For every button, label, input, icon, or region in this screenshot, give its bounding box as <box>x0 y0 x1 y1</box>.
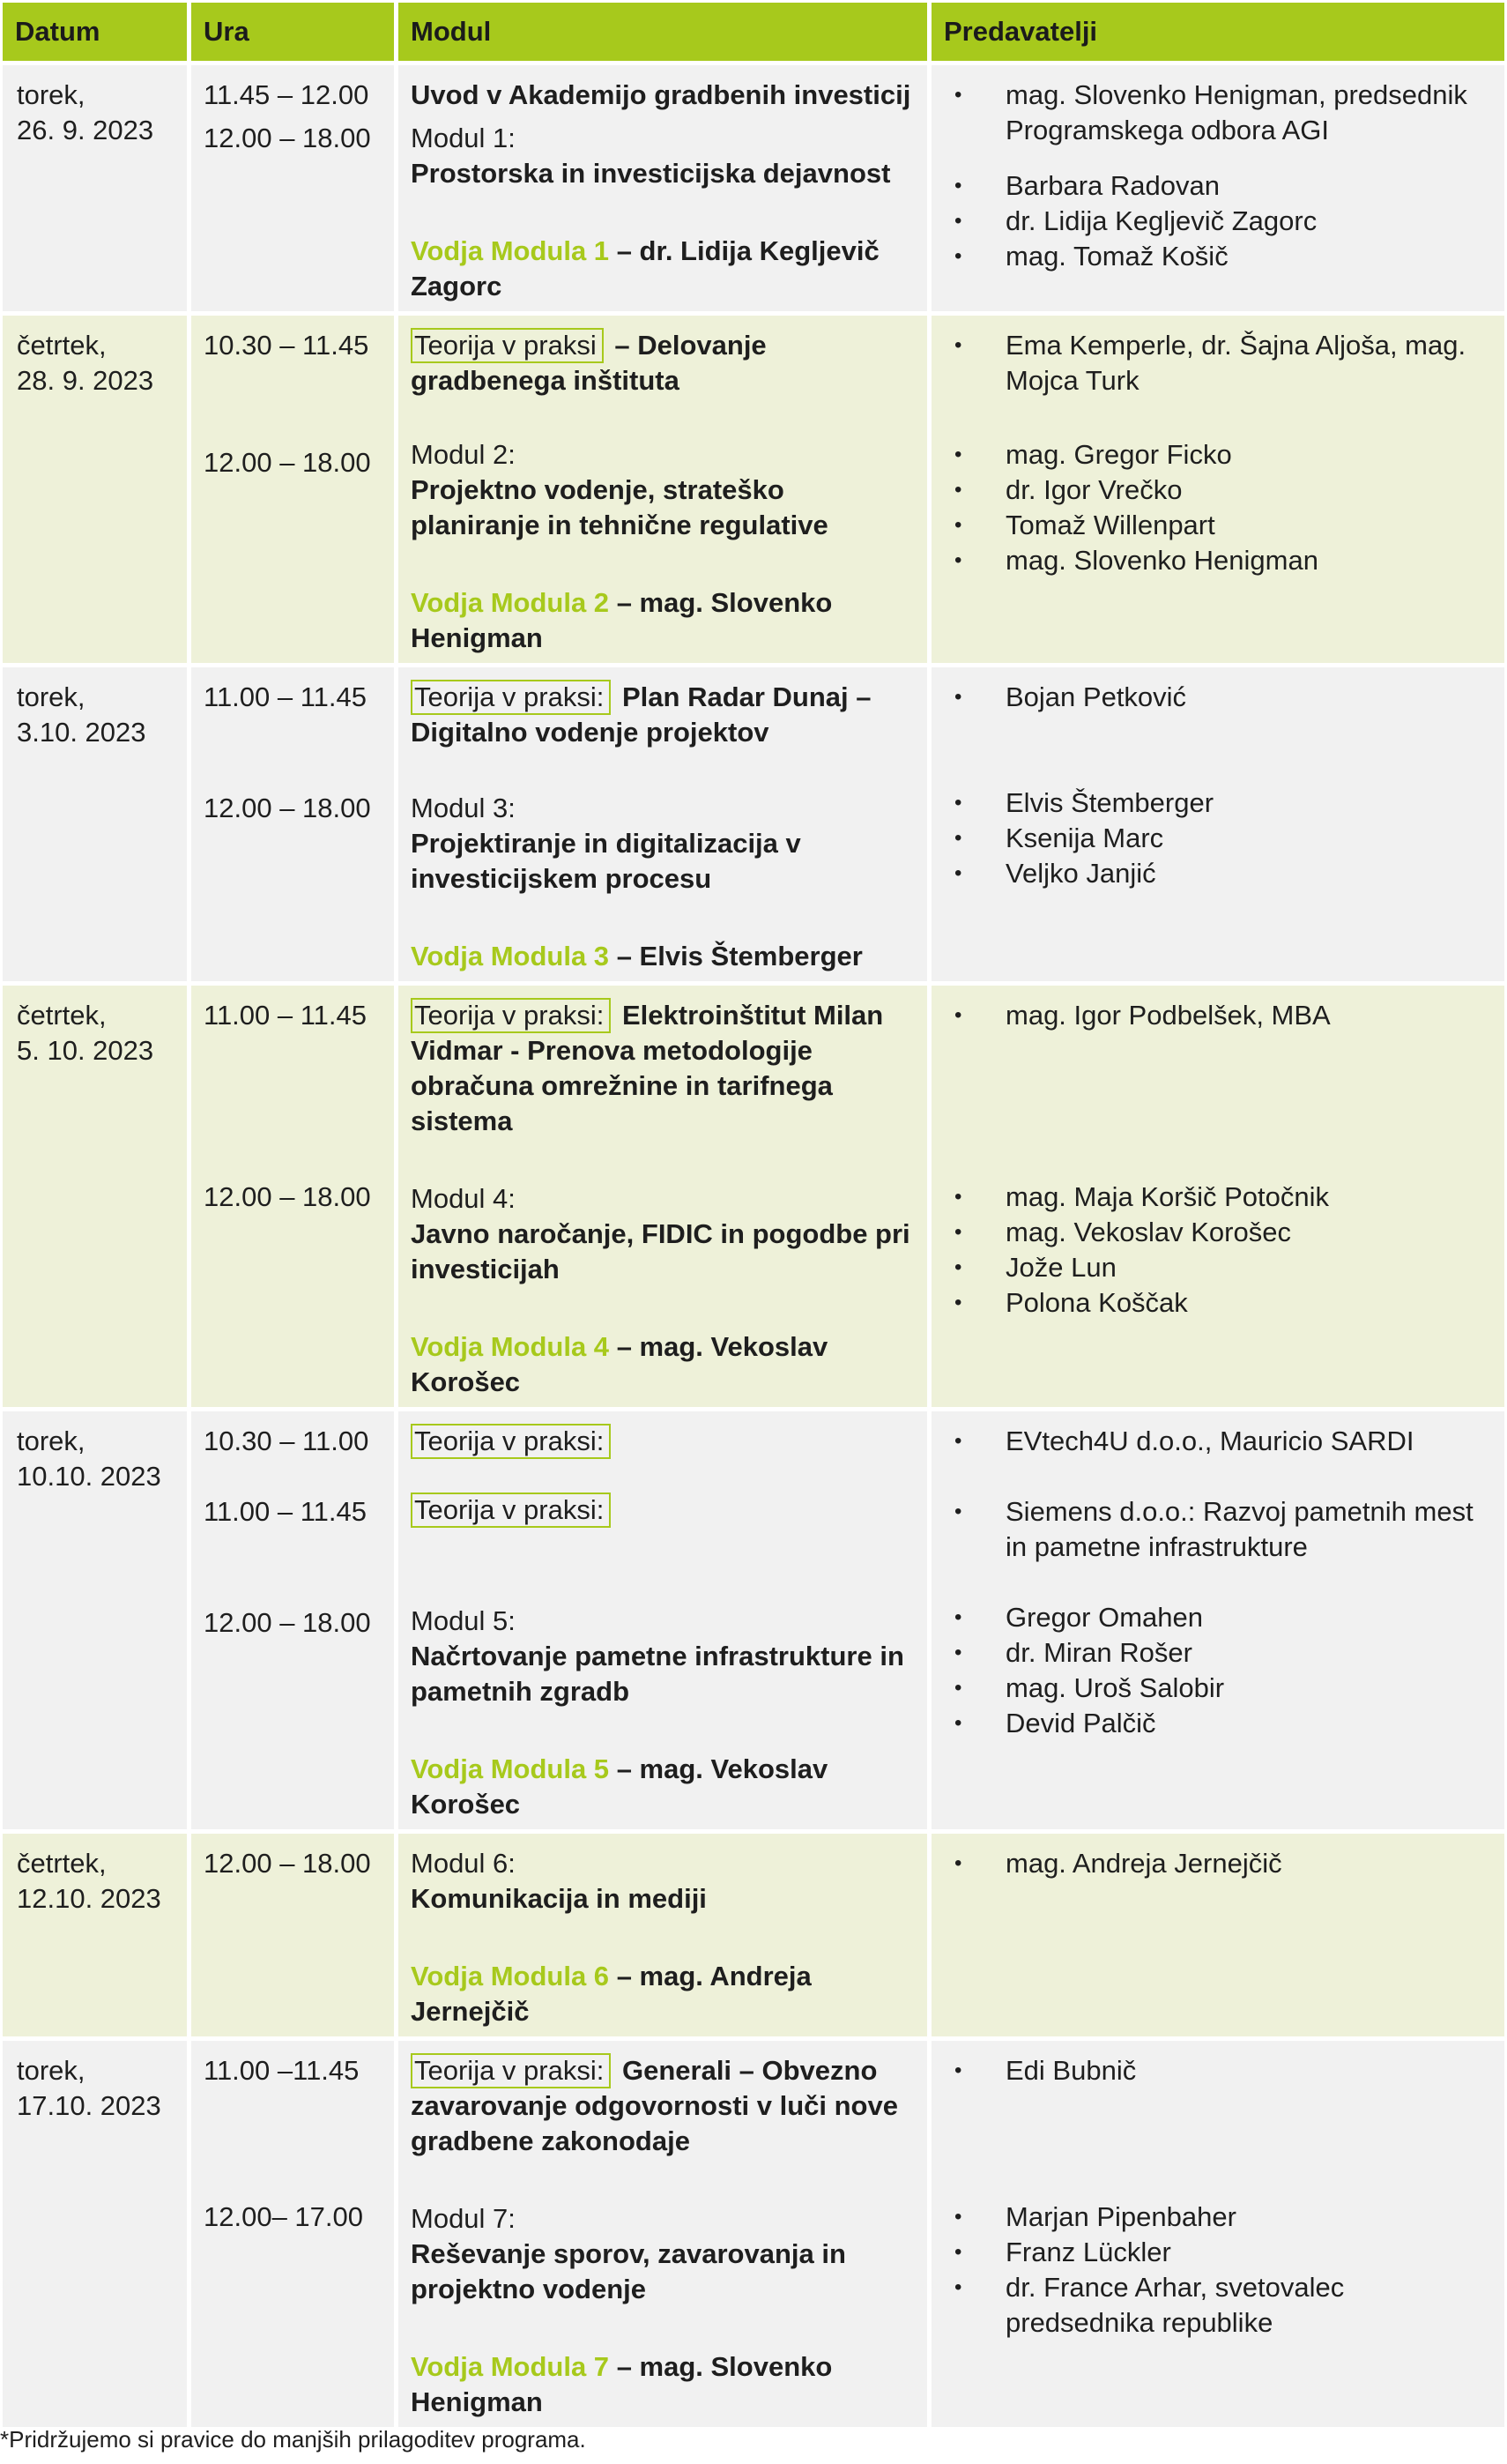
module-lead-label: Vodja Modula 2 <box>411 587 610 618</box>
lecturer-item: • Edi Bubnič <box>944 2053 1492 2088</box>
time-slot: 12.00 – 18.00 <box>204 1848 371 1879</box>
lecturer-item: • dr. Lidija Kegljevič Zagorc <box>944 204 1492 239</box>
lecturer-item: • dr. Miran Rošer <box>944 1635 1492 1671</box>
lecturer-item: • Tomaž Willenpart <box>944 508 1492 543</box>
lecturers-cell <box>932 65 1504 311</box>
lecturer-item: • EVtech4U d.o.o., Mauricio SARDI <box>944 1424 1492 1459</box>
lecturer-item: • mag. Vekoslav Korošec <box>944 1215 1492 1250</box>
theory-topic: – Delovanje gradbenega inštituta <box>411 330 767 396</box>
lecturers-cell <box>932 316 1504 663</box>
theory-topic: Elektroinštitut Milan Vidmar - Prenova metodologije obračuna omrežnine in tarifnega sistema <box>411 1000 884 1136</box>
lecturer-item: • mag. Gregor Ficko <box>944 437 1492 473</box>
table-row <box>3 1411 1504 1829</box>
time-slot: 12.00– 17.00 <box>204 2201 364 2232</box>
lecturer-list <box>944 680 1492 715</box>
date-cell <box>3 2041 187 2427</box>
time-cell <box>191 1411 394 1829</box>
theory-topic: Plan Radar Dunaj – Digitalno vodenje projektov <box>411 681 872 748</box>
table-row <box>3 65 1504 311</box>
lecturer-item: • mag. Tomaž Košič <box>944 239 1492 274</box>
module-label: Modul 5: <box>411 1605 516 1636</box>
lecturer-item: • Gregor Omahen <box>944 1600 1492 1635</box>
module-lead-label: Vodja Modula 4 <box>411 1331 610 1362</box>
lecturer-item: • Polona Koščak <box>944 1285 1492 1321</box>
weekday: četrtek, <box>17 330 107 361</box>
time-slot: 11.00 – 11.45 <box>204 681 367 712</box>
module-label: Modul 6: <box>411 1848 516 1879</box>
time-slot: 11.00 –11.45 <box>204 2055 360 2086</box>
module-lead-name: – mag. Slovenko Henigman <box>411 587 833 653</box>
module-lead-label: Vodja Modula 5 <box>411 1753 610 1784</box>
date-cell <box>3 316 187 663</box>
date-cell <box>3 667 187 981</box>
header-time: Ura <box>191 3 394 61</box>
date: 5. 10. 2023 <box>17 1035 154 1066</box>
lecturer-list <box>944 1424 1492 1459</box>
lecturer-item: • mag. Uroš Salobir <box>944 1671 1492 1706</box>
theory-in-practice-tag: Teorija v praksi: <box>411 998 611 1033</box>
lecturer-list <box>944 437 1492 578</box>
module-title: Reševanje sporov, zavarovanja in projektno vodenje <box>411 2238 846 2304</box>
table-row <box>3 2041 1504 2427</box>
time-slot: 12.00 – 18.00 <box>204 1607 371 1638</box>
lecturer-list <box>944 785 1492 891</box>
lecturer-item: • dr. Igor Vrečko <box>944 473 1492 508</box>
time-slot: 11.00 – 11.45 <box>204 1000 367 1031</box>
lecturer-item: • Marjan Pipenbaher <box>944 2200 1492 2235</box>
date: 17.10. 2023 <box>17 2090 161 2121</box>
module-lead-name: – mag. Andreja Jernejčič <box>411 1961 812 2027</box>
lecturer-item: • Bojan Petković <box>944 680 1492 715</box>
date: 3.10. 2023 <box>17 717 146 748</box>
time-slot: 12.00 – 18.00 <box>204 793 371 823</box>
theory-in-practice-tag: Teorija v praksi: <box>411 1424 611 1459</box>
time-slot: 10.30 – 11.45 <box>204 330 369 361</box>
table-row <box>3 986 1504 1407</box>
module-title: Projektiranje in digitalizacija v investicijskem procesu <box>411 828 801 894</box>
module-title: Prostorska in investicijska dejavnost <box>411 158 891 189</box>
lecturer-item: • mag. Slovenko Henigman <box>944 543 1492 578</box>
module-cell <box>398 65 927 311</box>
time-cell <box>191 667 394 981</box>
module-lead-name: – mag. Vekoslav Korošec <box>411 1753 828 1820</box>
date: 26. 9. 2023 <box>17 115 154 145</box>
weekday: četrtek, <box>17 1848 107 1879</box>
intro-title: Uvod v Akademijo gradbenih investicij <box>411 79 911 110</box>
header-row <box>3 3 1504 61</box>
date: 12.10. 2023 <box>17 1883 161 1914</box>
module-title: Načrtovanje pametne infrastrukture in pametnih zgradb <box>411 1641 904 1707</box>
module-cell <box>398 2041 927 2427</box>
weekday: torek, <box>17 681 85 712</box>
lecturer-item: • Devid Palčič <box>944 1706 1492 1741</box>
footnote: *Pridržujemo si pravice do manjših prilagoditev programa. <box>0 2426 586 2453</box>
module-lead-name: – mag. Vekoslav Korošec <box>411 1331 828 1397</box>
lecturer-list <box>944 1180 1492 1321</box>
time-cell <box>191 65 394 311</box>
weekday: torek, <box>17 79 85 110</box>
date-cell <box>3 65 187 311</box>
lecturer-list <box>944 168 1492 274</box>
header-module: Modul <box>398 3 927 61</box>
module-lead-label: Vodja Modula 7 <box>411 2351 610 2382</box>
theory-topic: Generali – Obvezno zavarovanje odgovornosti v luči nove gradbene zakonodaje <box>411 2055 898 2156</box>
table-row <box>3 667 1504 981</box>
weekday: torek, <box>17 2055 85 2086</box>
lecturer-item: • mag. Andreja Jernejčič <box>944 1846 1492 1881</box>
theory-in-practice-tag: Teorija v praksi <box>411 328 604 363</box>
lecturer-list <box>944 1494 1492 1565</box>
time-cell <box>191 316 394 663</box>
lecturer-item: • Ema Kemperle, dr. Šajna Aljoša, mag. Mojca Turk <box>944 328 1492 398</box>
date: 28. 9. 2023 <box>17 365 154 396</box>
module-cell <box>398 667 927 981</box>
lecturer-list <box>944 1846 1492 1881</box>
time-slot: 11.45 – 12.00 <box>204 79 369 110</box>
lecturer-list <box>944 78 1492 148</box>
lecturer-item: • dr. France Arhar, svetovalec predsednika republike <box>944 2270 1492 2341</box>
theory-in-practice-tag: Teorija v praksi: <box>411 1493 611 1528</box>
time-cell <box>191 1834 394 2036</box>
module-cell <box>398 1411 927 1829</box>
module-label: Modul 3: <box>411 793 516 823</box>
lecturer-list <box>944 2053 1492 2088</box>
time-cell <box>191 2041 394 2427</box>
time-slot: 12.00 – 18.00 <box>204 123 371 153</box>
lecturer-item: • Siemens d.o.o.: Razvoj pametnih mest in pametne infrastrukture <box>944 1494 1492 1565</box>
lecturers-cell <box>932 2041 1504 2427</box>
lecturer-item: • Franz Lückler <box>944 2235 1492 2270</box>
module-lead-label: Vodja Modula 6 <box>411 1961 610 1991</box>
lecturer-item: • mag. Slovenko Henigman, predsednik Programskega odbora AGI <box>944 78 1492 148</box>
lecturer-list <box>944 998 1492 1033</box>
lecturers-cell <box>932 1411 1504 1829</box>
theory-in-practice-tag: Teorija v praksi: <box>411 680 611 715</box>
module-label: Modul 1: <box>411 123 516 153</box>
lecturer-list <box>944 328 1492 398</box>
date-cell <box>3 986 187 1407</box>
module-lead-name: – dr. Lidija Kegljevič Zagorc <box>411 235 880 301</box>
table-row <box>3 1834 1504 2036</box>
module-title: Javno naročanje, FIDIC in pogodbe pri investicijah <box>411 1218 910 1284</box>
time-cell <box>191 986 394 1407</box>
module-lead-label: Vodja Modula 3 <box>411 941 610 971</box>
module-lead-name: – mag. Slovenko Henigman <box>411 2351 833 2417</box>
lecturer-item: • Elvis Štemberger <box>944 785 1492 821</box>
module-cell <box>398 986 927 1407</box>
lecturer-item: • mag. Maja Koršič Potočnik <box>944 1180 1492 1215</box>
lecturer-item: • Ksenija Marc <box>944 821 1492 856</box>
module-lead-name: – Elvis Štemberger <box>616 941 863 971</box>
date-cell <box>3 1834 187 2036</box>
module-title: Projektno vodenje, strateško planiranje in tehnične regulative <box>411 474 828 540</box>
lecturer-list <box>944 2200 1492 2341</box>
time-slot: 11.00 – 11.45 <box>204 1496 367 1527</box>
module-label: Modul 7: <box>411 2203 516 2234</box>
time-slot: 12.00 – 18.00 <box>204 1181 371 1212</box>
lecturers-cell <box>932 986 1504 1407</box>
lecturers-cell <box>932 667 1504 981</box>
time-slot: 12.00 – 18.00 <box>204 447 371 478</box>
weekday: četrtek, <box>17 1000 107 1031</box>
module-label: Modul 2: <box>411 439 516 470</box>
lecturer-item: • Veljko Janjić <box>944 856 1492 891</box>
lecturers-cell <box>932 1834 1504 2036</box>
header-lecturers: Predavatelji <box>932 3 1504 61</box>
module-cell <box>398 316 927 663</box>
module-cell <box>398 1834 927 2036</box>
weekday: torek, <box>17 1426 85 1456</box>
table-row <box>3 316 1504 663</box>
theory-in-practice-tag: Teorija v praksi: <box>411 2053 611 2088</box>
lecturer-item: • mag. Igor Podbelšek, MBA <box>944 998 1492 1033</box>
lecturer-list <box>944 1600 1492 1741</box>
module-lead-label: Vodja Modula 1 <box>411 235 610 266</box>
lecturer-item: • Jože Lun <box>944 1250 1492 1285</box>
lecturer-item: • Barbara Radovan <box>944 168 1492 204</box>
date-cell <box>3 1411 187 1829</box>
header-date: Datum <box>3 3 187 61</box>
module-title: Komunikacija in mediji <box>411 1883 707 1914</box>
date: 10.10. 2023 <box>17 1461 161 1492</box>
time-slot: 10.30 – 11.00 <box>204 1426 369 1456</box>
module-label: Modul 4: <box>411 1183 516 1214</box>
